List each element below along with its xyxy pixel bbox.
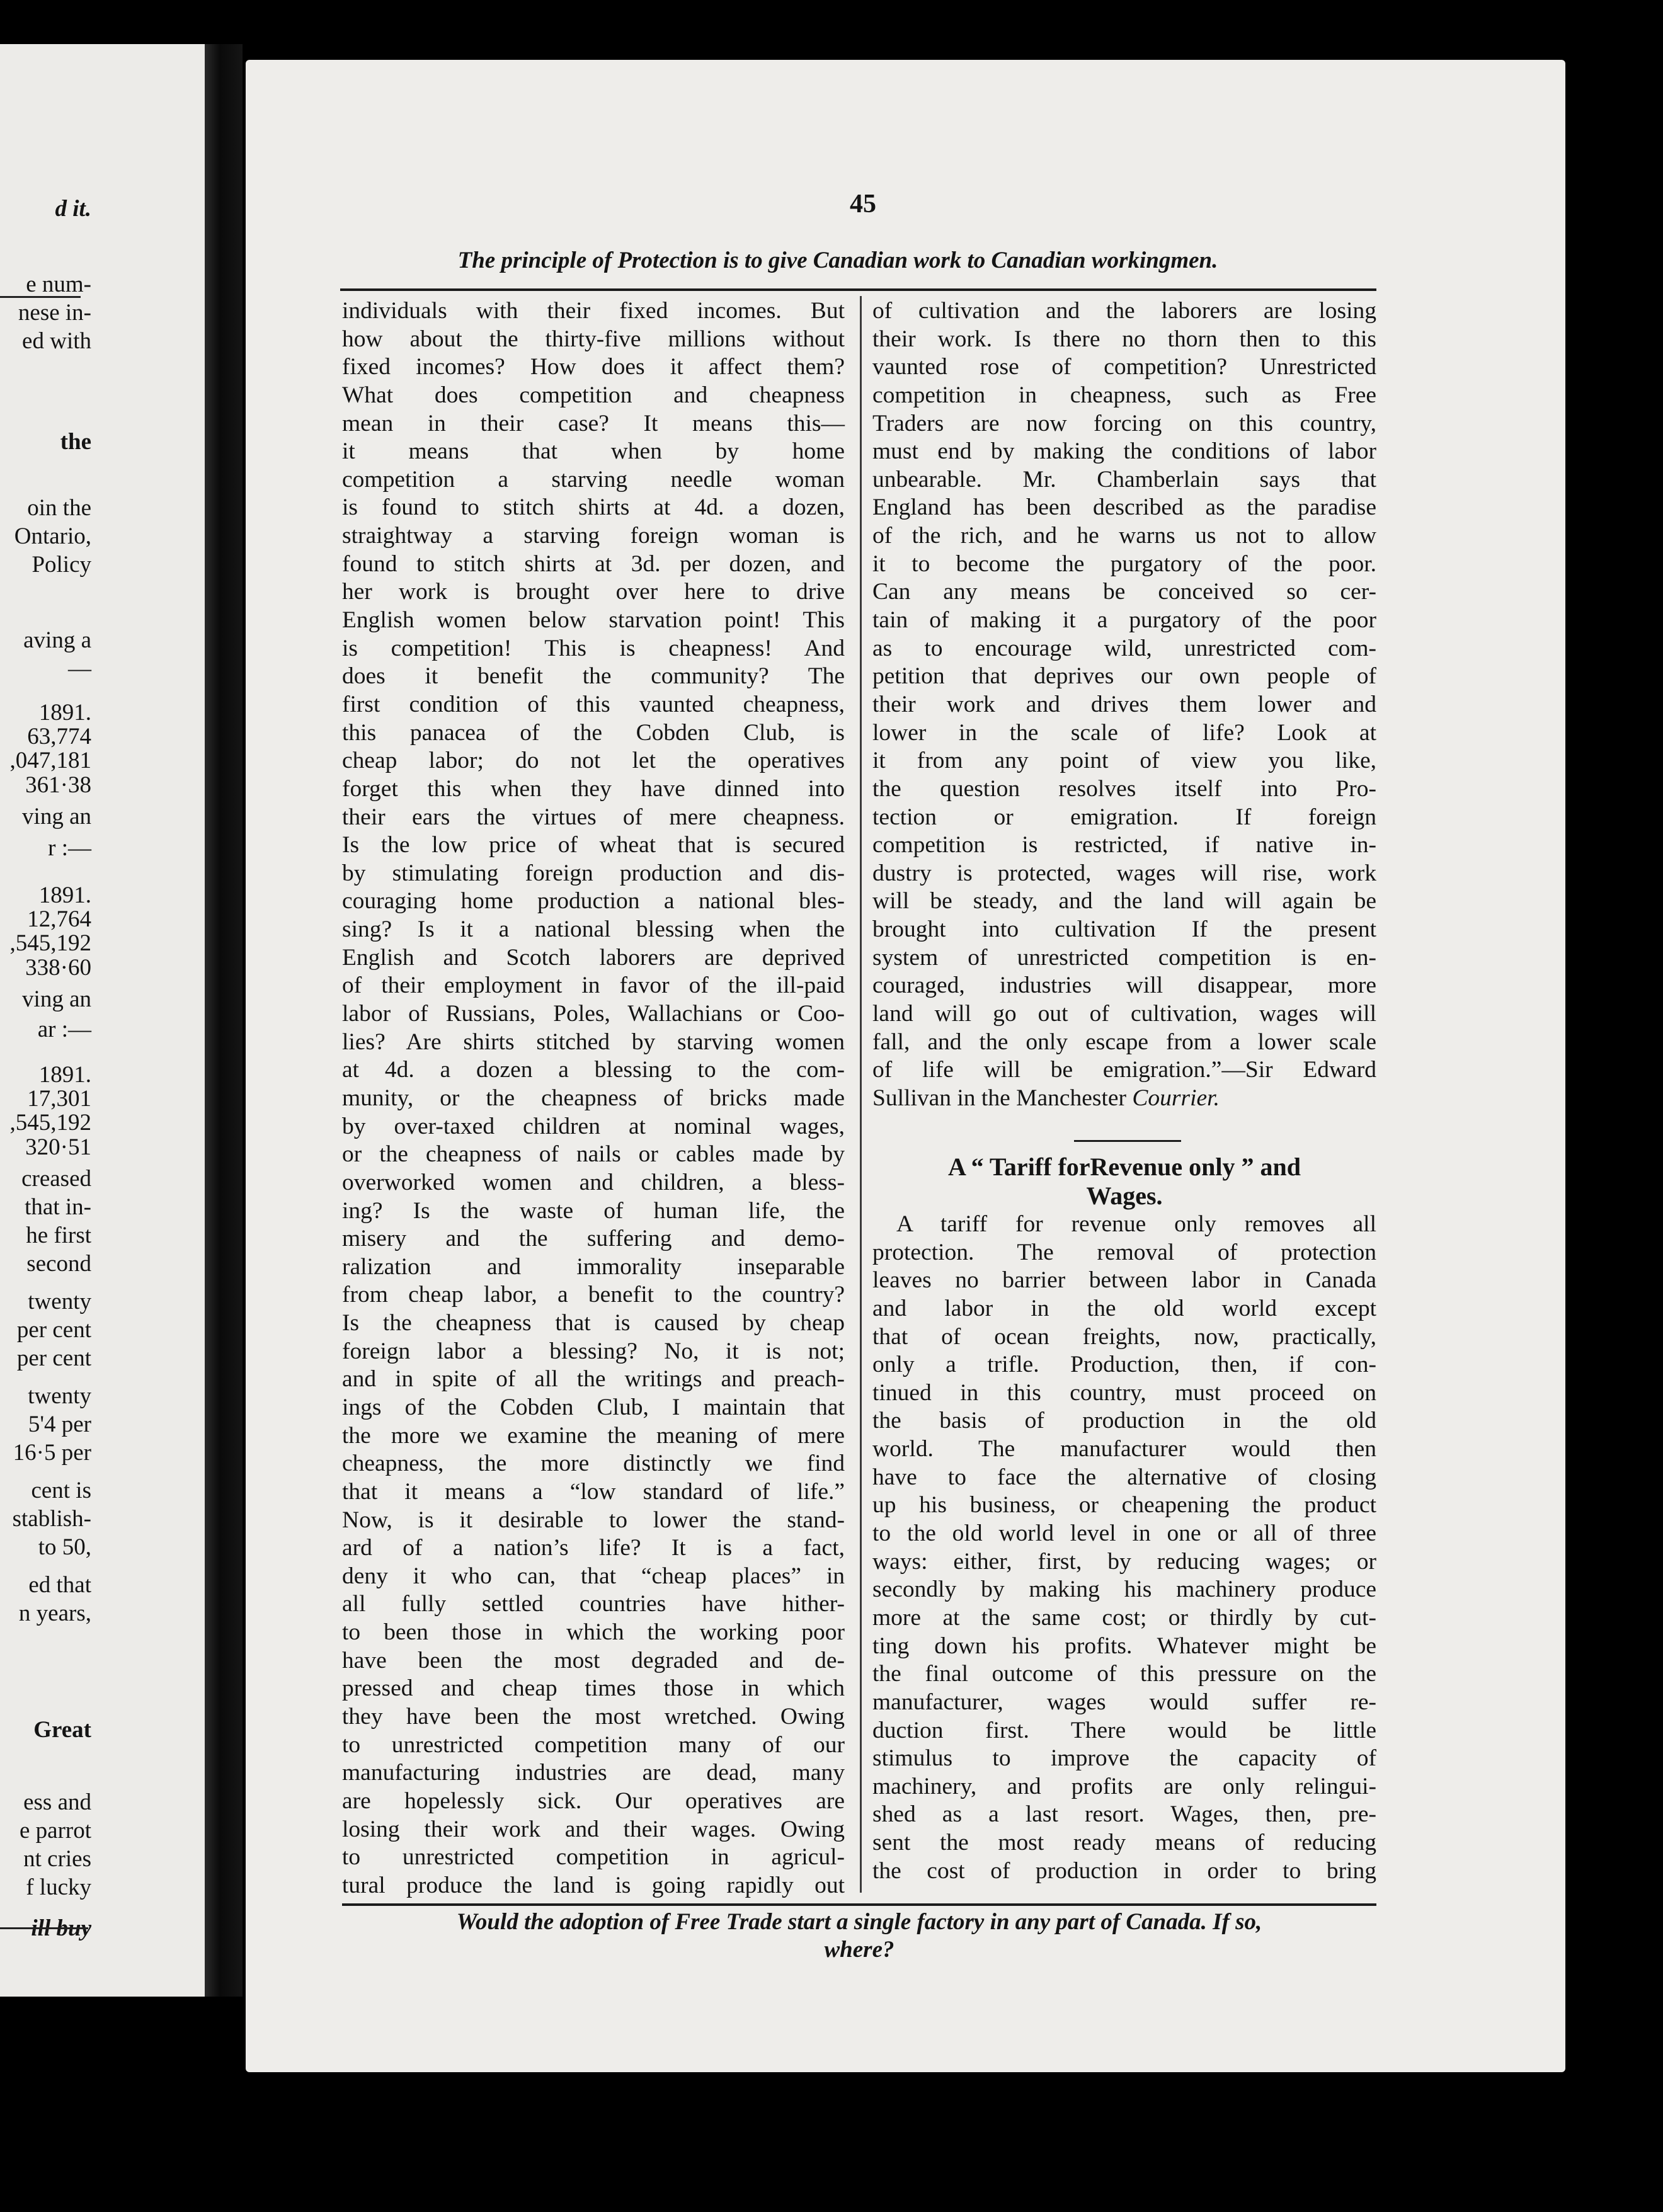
footer-motto-line-2: where?: [824, 1937, 894, 1963]
text-line: up his business, or cheapening the product: [872, 1492, 1376, 1519]
text-line: or the cheapness of nails or cables made by: [342, 1141, 845, 1168]
text-line: cheapness, the more distinctly we find: [342, 1451, 845, 1477]
left-page-fragment: r :—: [48, 835, 91, 861]
text-line: England has been described as the paradise: [872, 494, 1376, 521]
text-line: the more we examine the meaning of mere: [342, 1422, 845, 1449]
text-line: Traders are now forcing on this country,: [872, 410, 1376, 436]
text-line: is competition! This is cheapness! And: [342, 635, 845, 661]
header-motto: The principle of Protection is to give Canadian work to Canadian workingmen.: [457, 248, 1218, 273]
left-page-fragment: 1891.: [38, 700, 91, 726]
text-line: Now, is it desirable to lower the stand-: [342, 1507, 845, 1533]
text-line: ard of a nation’s life? It is a fact,: [342, 1535, 845, 1561]
text-line: as to encourage wild, unrestricted com-: [872, 635, 1376, 661]
text-line: petition that deprives our own people of: [872, 663, 1376, 690]
text-line: straightway a starving foreign woman is: [342, 523, 845, 549]
text-line: labor of Russians, Poles, Wallachians or Coo-: [342, 1001, 845, 1027]
text-line: have to face the alternative of closing: [872, 1464, 1376, 1490]
text-line: their work. Is there no thorn then to this: [872, 326, 1376, 352]
text-line: A tariff for revenue only removes all: [896, 1211, 1376, 1237]
section-heading-line-2: Wages.: [1086, 1182, 1163, 1210]
text-line: manufacturing industries are dead, many: [342, 1760, 845, 1786]
left-page-fragment: ill buy: [31, 1915, 91, 1941]
text-line: dustry is protected, wages will rise, work: [872, 860, 1376, 886]
left-page-fragment: ed that: [28, 1572, 91, 1598]
text-line: munity, or the cheapness of bricks made: [342, 1085, 845, 1111]
text-line: of life will be emigration.”—Sir Edward: [872, 1057, 1376, 1083]
text-line: and in spite of all the writings and preach-: [342, 1366, 845, 1393]
text-line: foreign labor a blessing? No, it is not;: [342, 1338, 845, 1364]
text-line: English and Scotch laborers are deprived: [342, 944, 845, 971]
text-line: the final outcome of this pressure on the: [872, 1661, 1376, 1687]
text-line: have been the most degraded and de-: [342, 1647, 845, 1673]
left-page-fragment: to 50,: [38, 1534, 91, 1560]
left-page-fragment: 63,774: [27, 724, 91, 750]
text-line: will be steady, and the land will again be: [872, 888, 1376, 915]
text-line: lower in the scale of life? Look at: [872, 719, 1376, 746]
left-page-fragment: Policy: [31, 552, 91, 578]
text-line: does it benefit the community? The: [342, 663, 845, 690]
text-line: mean in their case? It means this—: [342, 410, 845, 436]
text-line: it means that when by home: [342, 438, 845, 465]
left-page-fragment: oin the: [27, 495, 91, 521]
text-line: individuals with their fixed incomes. But: [342, 298, 845, 324]
text-line: by stimulating foreign production and dis-: [342, 860, 845, 886]
text-line: ways: either, first, by reducing wages; or: [872, 1548, 1376, 1575]
text-line: cheap labor; do not let the operatives: [342, 748, 845, 774]
text-line: secondly by making his machinery produce: [872, 1576, 1376, 1603]
text-line: pressed and cheap times those in which: [342, 1675, 845, 1702]
text-line: fixed incomes? How does it affect them?: [342, 354, 845, 380]
left-column: [342, 297, 845, 1900]
left-page-fragment: per cent: [16, 1317, 91, 1343]
left-page-rule: [0, 1927, 88, 1929]
text-line: the basis of production in the old: [872, 1408, 1376, 1434]
left-page-fragment: Great: [33, 1717, 91, 1743]
left-page-fragment: creased: [21, 1166, 91, 1192]
left-page-fragment: 361·38: [25, 772, 91, 798]
text-line: it from any point of view you like,: [872, 748, 1376, 774]
text-line: by over-taxed children at nominal wages,: [342, 1113, 845, 1139]
text-line: land will go out of cultivation, wages will: [872, 1001, 1376, 1027]
text-line: sing? Is it a national blessing when the: [342, 916, 845, 943]
text-line: system of unrestricted competition is en-: [872, 944, 1376, 971]
left-page-fragment: 338·60: [25, 955, 91, 981]
right-column-top: [872, 297, 1376, 1113]
text-line: ralization and immorality inseparable: [342, 1253, 845, 1280]
left-page-fragment: —: [68, 656, 91, 681]
text-line: shed as a last resort. Wages, then, pre-: [872, 1801, 1376, 1828]
text-line: Can any means be conceived so cer-: [872, 579, 1376, 605]
text-line: tain of making it a purgatory of the poor: [872, 607, 1376, 634]
text-line: more at the same cost; or thirdly by cut-: [872, 1604, 1376, 1631]
text-line: What does competition and cheapness: [342, 382, 845, 408]
left-page-fragment: 17,301: [27, 1086, 91, 1112]
text-line: vaunted rose of competition? Unrestricted: [872, 354, 1376, 380]
left-page-fragment: Ontario,: [14, 523, 91, 549]
left-page-fragment: ess and: [23, 1789, 91, 1815]
text-line: to unrestricted competition in agricul-: [342, 1844, 845, 1871]
left-page-fragment: ar :—: [37, 1017, 91, 1042]
text-line: protection. The removal of protection: [872, 1239, 1376, 1265]
text-line: manufacturer, wages would suffer re-: [872, 1689, 1376, 1715]
left-page-fragment: 1891.: [38, 882, 91, 908]
text-line: couraging home production a national bles-: [342, 888, 845, 915]
left-page-fragment: he first: [26, 1223, 91, 1248]
left-page-fragment: ving an: [22, 986, 91, 1012]
text-line: Is the low price of wheat that is secured: [342, 832, 845, 858]
left-page-fragment: e num-: [26, 271, 91, 297]
left-page-fragment: nese in-: [18, 300, 91, 326]
text-line: fall, and the only escape from a lower scale: [872, 1029, 1376, 1055]
text-line: this panacea of the Cobden Club, is: [342, 719, 845, 746]
text-line: of their employment in favor of the ill-paid: [342, 972, 845, 999]
text-line: only a trifle. Production, then, if con-: [872, 1352, 1376, 1378]
text-line: brought into cultivation If the present: [872, 916, 1376, 943]
left-page-fragment: 1891.: [38, 1062, 91, 1088]
text-line: ting down his profits. Whatever might be: [872, 1633, 1376, 1659]
left-page-fragment: aving a: [23, 627, 91, 653]
text-line: ings of the Cobden Club, I maintain that: [342, 1394, 845, 1420]
left-page-fragment: stablish-: [12, 1506, 91, 1532]
text-line: Is the cheapness that is caused by cheap: [342, 1310, 845, 1337]
left-page-fragment: second: [26, 1251, 91, 1277]
text-line: leaves no barrier between labor in Canada: [872, 1267, 1376, 1294]
text-line: tection or emigration. If foreign: [872, 804, 1376, 830]
text-line: and labor in the old world except: [872, 1295, 1376, 1321]
text-line: competition in cheapness, such as Free: [872, 382, 1376, 408]
text-line: misery and the suffering and demo-: [342, 1226, 845, 1252]
book-spine-gutter: [205, 44, 243, 1997]
text-line: world. The manufacturer would then: [872, 1436, 1376, 1462]
text-line: their ears the virtues of mere cheapness.: [342, 804, 845, 830]
left-page-fragment: cent is: [31, 1478, 91, 1503]
left-page-fragment: 16·5 per: [13, 1440, 91, 1466]
text-line: from cheap labor, a benefit to the country?: [342, 1282, 845, 1308]
footer-motto: [342, 1908, 1376, 1964]
right-column-bottom: [872, 1211, 1376, 1885]
previous-page-fragment: [0, 44, 205, 1997]
text-line: ing? Is the waste of human life, the: [342, 1197, 845, 1224]
footer-motto-line-1: Would the adoption of Free Trade start a single factory in any part of Canada. If so,: [456, 1909, 1262, 1935]
left-page-rule: [0, 296, 81, 298]
text-line: that it means a “low standard of life.”: [342, 1478, 845, 1505]
text-line: the question resolves itself into Pro-: [872, 775, 1376, 802]
text-line: is found to stitch shirts at 4d. a dozen,: [342, 494, 845, 521]
page-number: 45: [850, 190, 876, 219]
text-line: duction first. There would be little: [872, 1717, 1376, 1743]
text-line: tural produce the land is going rapidly out: [342, 1872, 845, 1898]
text-line: machinery, and profits are only relingui-: [872, 1773, 1376, 1799]
text-line: found to stitch shirts at 3d. per dozen, and: [342, 550, 845, 577]
left-page-fragment: that in-: [25, 1194, 91, 1220]
left-page-fragment: e parrot: [19, 1818, 91, 1844]
text-line: Sullivan in the Manchester Courrier.: [872, 1085, 1220, 1111]
left-page-fragment: 320·51: [25, 1134, 91, 1160]
left-page-fragment: 12,764: [27, 906, 91, 932]
text-line: how about the thirty-five millions without: [342, 326, 845, 352]
text-line: unbearable. Mr. Chamberlain says that: [872, 466, 1376, 493]
text-line: of the rich, and he warns us not to allow: [872, 523, 1376, 549]
column-divider: [860, 296, 862, 1893]
text-line: they have been the most wretched. Owing: [342, 1704, 845, 1730]
text-line: that of ocean freights, now, practically,: [872, 1323, 1376, 1350]
text-line: English women below starvation point! This: [342, 607, 845, 634]
text-line: sent the most ready means of reducing: [872, 1830, 1376, 1856]
left-page-fragment: ,545,192: [9, 930, 91, 956]
left-page-fragment: ving an: [22, 804, 91, 830]
left-page-fragment: f lucky: [26, 1874, 91, 1900]
left-page-fragment: ed with: [22, 328, 91, 354]
text-line: deny it who can, that “cheap places” in: [342, 1563, 845, 1589]
text-line: it to become the purgatory of the poor.: [872, 550, 1376, 577]
header-rule: [340, 288, 1376, 291]
text-line: competition is restricted, if native in-: [872, 832, 1376, 858]
text-line: losing their work and their wages. Owing: [342, 1816, 845, 1842]
left-page-fragment: 5'4 per: [28, 1411, 91, 1437]
left-page-fragment: n years,: [18, 1600, 91, 1626]
text-line: to the old world level in one or all of three: [872, 1520, 1376, 1547]
text-line: stimulus to improve the capacity of: [872, 1745, 1376, 1772]
text-line: must end by making the conditions of labor: [872, 438, 1376, 465]
citation-source: Courrier.: [1132, 1085, 1220, 1111]
left-page-fragment: d it.: [55, 196, 91, 222]
text-line: first condition of this vaunted cheapness,: [342, 691, 845, 717]
text-line: to been those in which the working poor: [342, 1619, 845, 1646]
text-line: tinued in this country, must proceed on: [872, 1379, 1376, 1406]
text-line: at 4d. a dozen a blessing to the com-: [342, 1057, 845, 1083]
left-page-fragment: ,047,181: [9, 748, 91, 773]
text-line: forget this when they have dinned into: [342, 775, 845, 802]
section-heading: [872, 1153, 1376, 1211]
text-line: her work is brought over here to drive: [342, 579, 845, 605]
text-line: competition a starving needle woman: [342, 466, 845, 493]
left-page-fragment: twenty: [28, 1383, 91, 1409]
text-line: are hopelessly sick. Our operatives are: [342, 1787, 845, 1814]
text-line: the cost of production in order to bring: [872, 1857, 1376, 1884]
text-line: their work and drives them lower and: [872, 691, 1376, 717]
text-line: of cultivation and the laborers are losing: [872, 298, 1376, 324]
text-line: couraged, industries will disappear, more: [872, 972, 1376, 999]
left-page-fragment: twenty: [28, 1289, 91, 1314]
left-page-fragment: the: [60, 429, 91, 455]
text-line: overworked women and children, a bless-: [342, 1169, 845, 1195]
section-heading-line-1: A “ Tariff forRevenue only ” and: [947, 1153, 1301, 1181]
text-line: all fully settled countries have hither-: [342, 1591, 845, 1617]
text-line: lies? Are shirts stitched by starving women: [342, 1029, 845, 1055]
text-line: to unrestricted competition many of our: [342, 1731, 845, 1758]
left-page-fragment: ,545,192: [9, 1110, 91, 1136]
footer-rule: [342, 1903, 1376, 1906]
section-break-rule: [1074, 1140, 1181, 1142]
left-page-fragment: per cent: [16, 1345, 91, 1371]
left-page-fragment: nt cries: [23, 1846, 91, 1872]
